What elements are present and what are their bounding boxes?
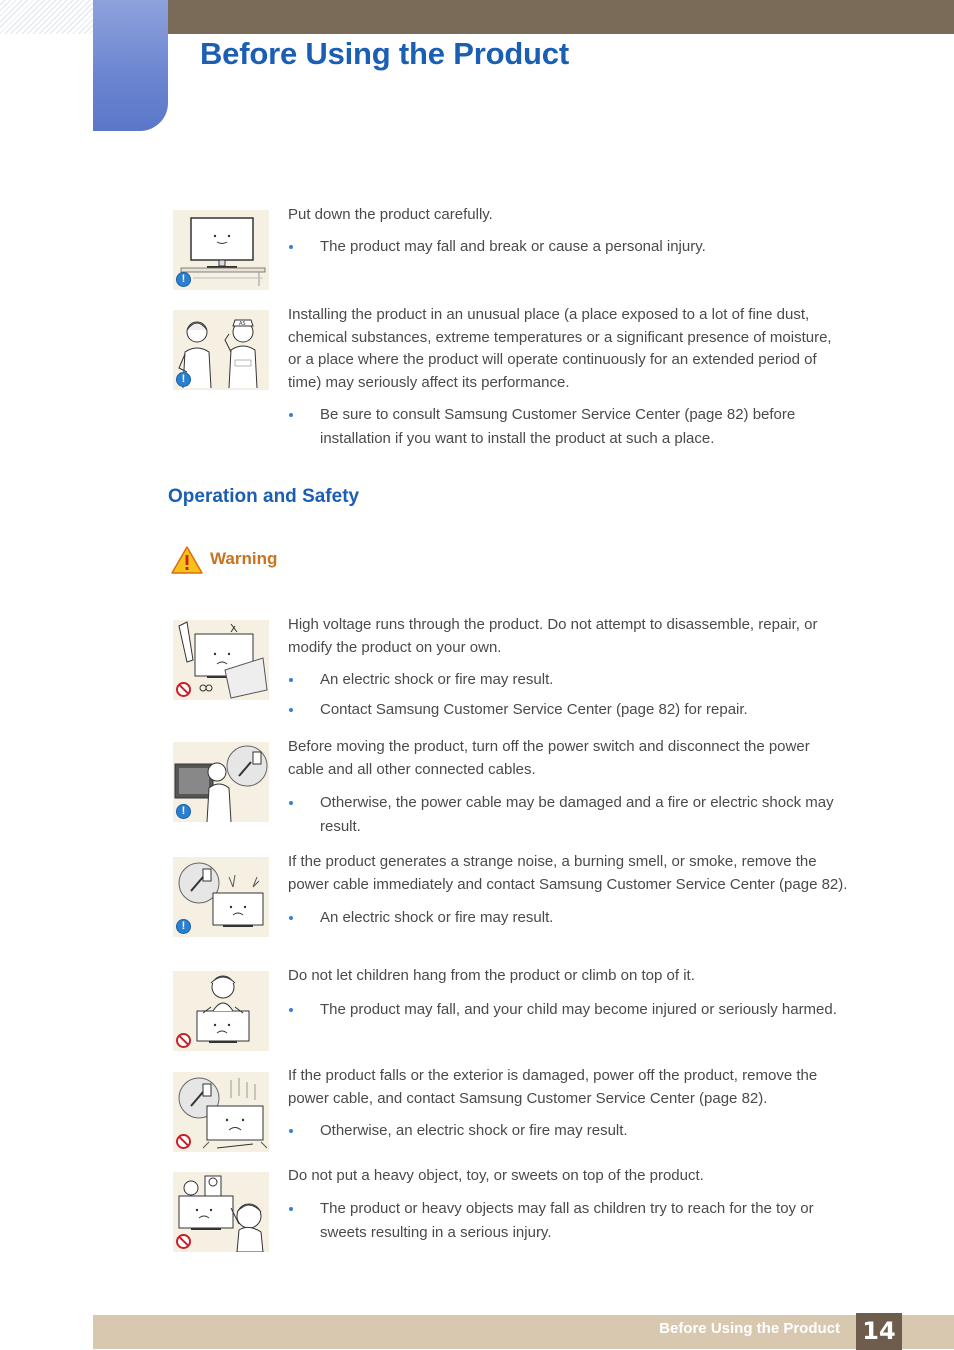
instruction-content	[288, 738, 848, 839]
instruction-text: Installing the product in an unusual place (a place exposed to a lot of fine dust, chemical substances, extreme temperatures or a significant presence of moisture, or a place where the product will operate continuously for an extended period of time) may seriously affect its performance.	[288, 306, 832, 391]
section-title: Operation and Safety	[168, 486, 360, 507]
header-tab	[93, 0, 168, 131]
bullet-item: Otherwise, an electric shock or fire may result.	[288, 1119, 848, 1143]
instruction-content	[288, 1067, 848, 1143]
svg-text:AS: AS	[239, 321, 246, 327]
footer-section-name: Before Using the Product	[659, 1320, 840, 1337]
prohibited-badge-icon	[176, 1234, 191, 1249]
page-title: Before Using the Product	[200, 36, 569, 71]
page-number: 14	[856, 1313, 902, 1350]
instruction-item	[173, 1067, 853, 1162]
instruction-content	[288, 206, 848, 259]
customer-service-illustration	[173, 310, 269, 390]
heavy-object-illustration	[173, 1172, 269, 1252]
prohibited-badge-icon	[176, 1134, 191, 1149]
bullet-item: The product or heavy objects may fall as children try to reach for the toy or sweets resulting in a serious injury.	[288, 1197, 848, 1245]
instruction-content	[288, 306, 848, 451]
info-badge-icon: !	[176, 804, 191, 819]
bullet-item: An electric shock or fire may result.	[288, 668, 848, 692]
instruction-content	[288, 853, 848, 930]
bullet-item: Otherwise, the power cable may be damaged and a fire or electric shock may result.	[288, 791, 848, 839]
instruction-text: Do not put a heavy object, toy, or sweets on top of the product.	[288, 1167, 704, 1184]
bullet-item: Be sure to consult Samsung Customer Service Center (page 82) before installation if you want to install the product at such a place.	[288, 403, 848, 451]
warning-label: Warning	[210, 549, 278, 568]
child-climbing-illustration	[173, 971, 269, 1051]
instruction-item	[173, 853, 853, 957]
header-hatch-pattern	[0, 0, 93, 34]
instruction-item	[173, 306, 853, 450]
instruction-text: High voltage runs through the product. Do not attempt to disassemble, repair, or modify the product on your own.	[288, 616, 818, 656]
header-bar	[168, 0, 954, 34]
disassemble-illustration	[173, 620, 269, 700]
instruction-item	[173, 738, 853, 842]
instruction-item	[173, 206, 853, 290]
monitor-on-table-illustration	[173, 210, 269, 290]
instruction-content	[288, 1167, 848, 1245]
info-badge-icon: !	[176, 372, 191, 387]
unplug-before-moving-illustration	[173, 742, 269, 822]
instruction-text: Before moving the product, turn off the power switch and disconnect the power cable and all other connected cables.	[288, 738, 810, 778]
instruction-item	[173, 1167, 853, 1262]
prohibited-badge-icon	[176, 1033, 191, 1048]
instruction-content	[288, 616, 848, 722]
prohibited-badge-icon	[176, 682, 191, 697]
bullet-item: The product may fall, and your child may become injured or seriously harmed.	[288, 998, 848, 1022]
smoke-unplug-illustration	[173, 857, 269, 937]
info-badge-icon: !	[176, 919, 191, 934]
warning-triangle-icon	[171, 546, 203, 574]
bullet-item: Contact Samsung Customer Service Center (page 82) for repair.	[288, 698, 848, 722]
instruction-text: Do not let children hang from the product or climb on top of it.	[288, 967, 695, 984]
bullet-item: The product may fall and break or cause a personal injury.	[288, 235, 848, 259]
instruction-text: Put down the product carefully.	[288, 206, 493, 223]
instruction-content	[288, 967, 848, 1022]
instruction-item	[173, 616, 853, 720]
damaged-product-illustration	[173, 1072, 269, 1152]
bullet-item: An electric shock or fire may result.	[288, 906, 848, 930]
info-badge-icon: !	[176, 272, 191, 287]
instruction-text: If the product generates a strange noise, a burning smell, or smoke, remove the power cable immediately and contact Samsung Customer Service Center (page 82).	[288, 853, 848, 893]
instruction-item	[173, 967, 853, 1071]
instruction-text: If the product falls or the exterior is damaged, power off the product, remove the power cable, and contact Samsung Customer Service Center (page 82).	[288, 1067, 818, 1107]
